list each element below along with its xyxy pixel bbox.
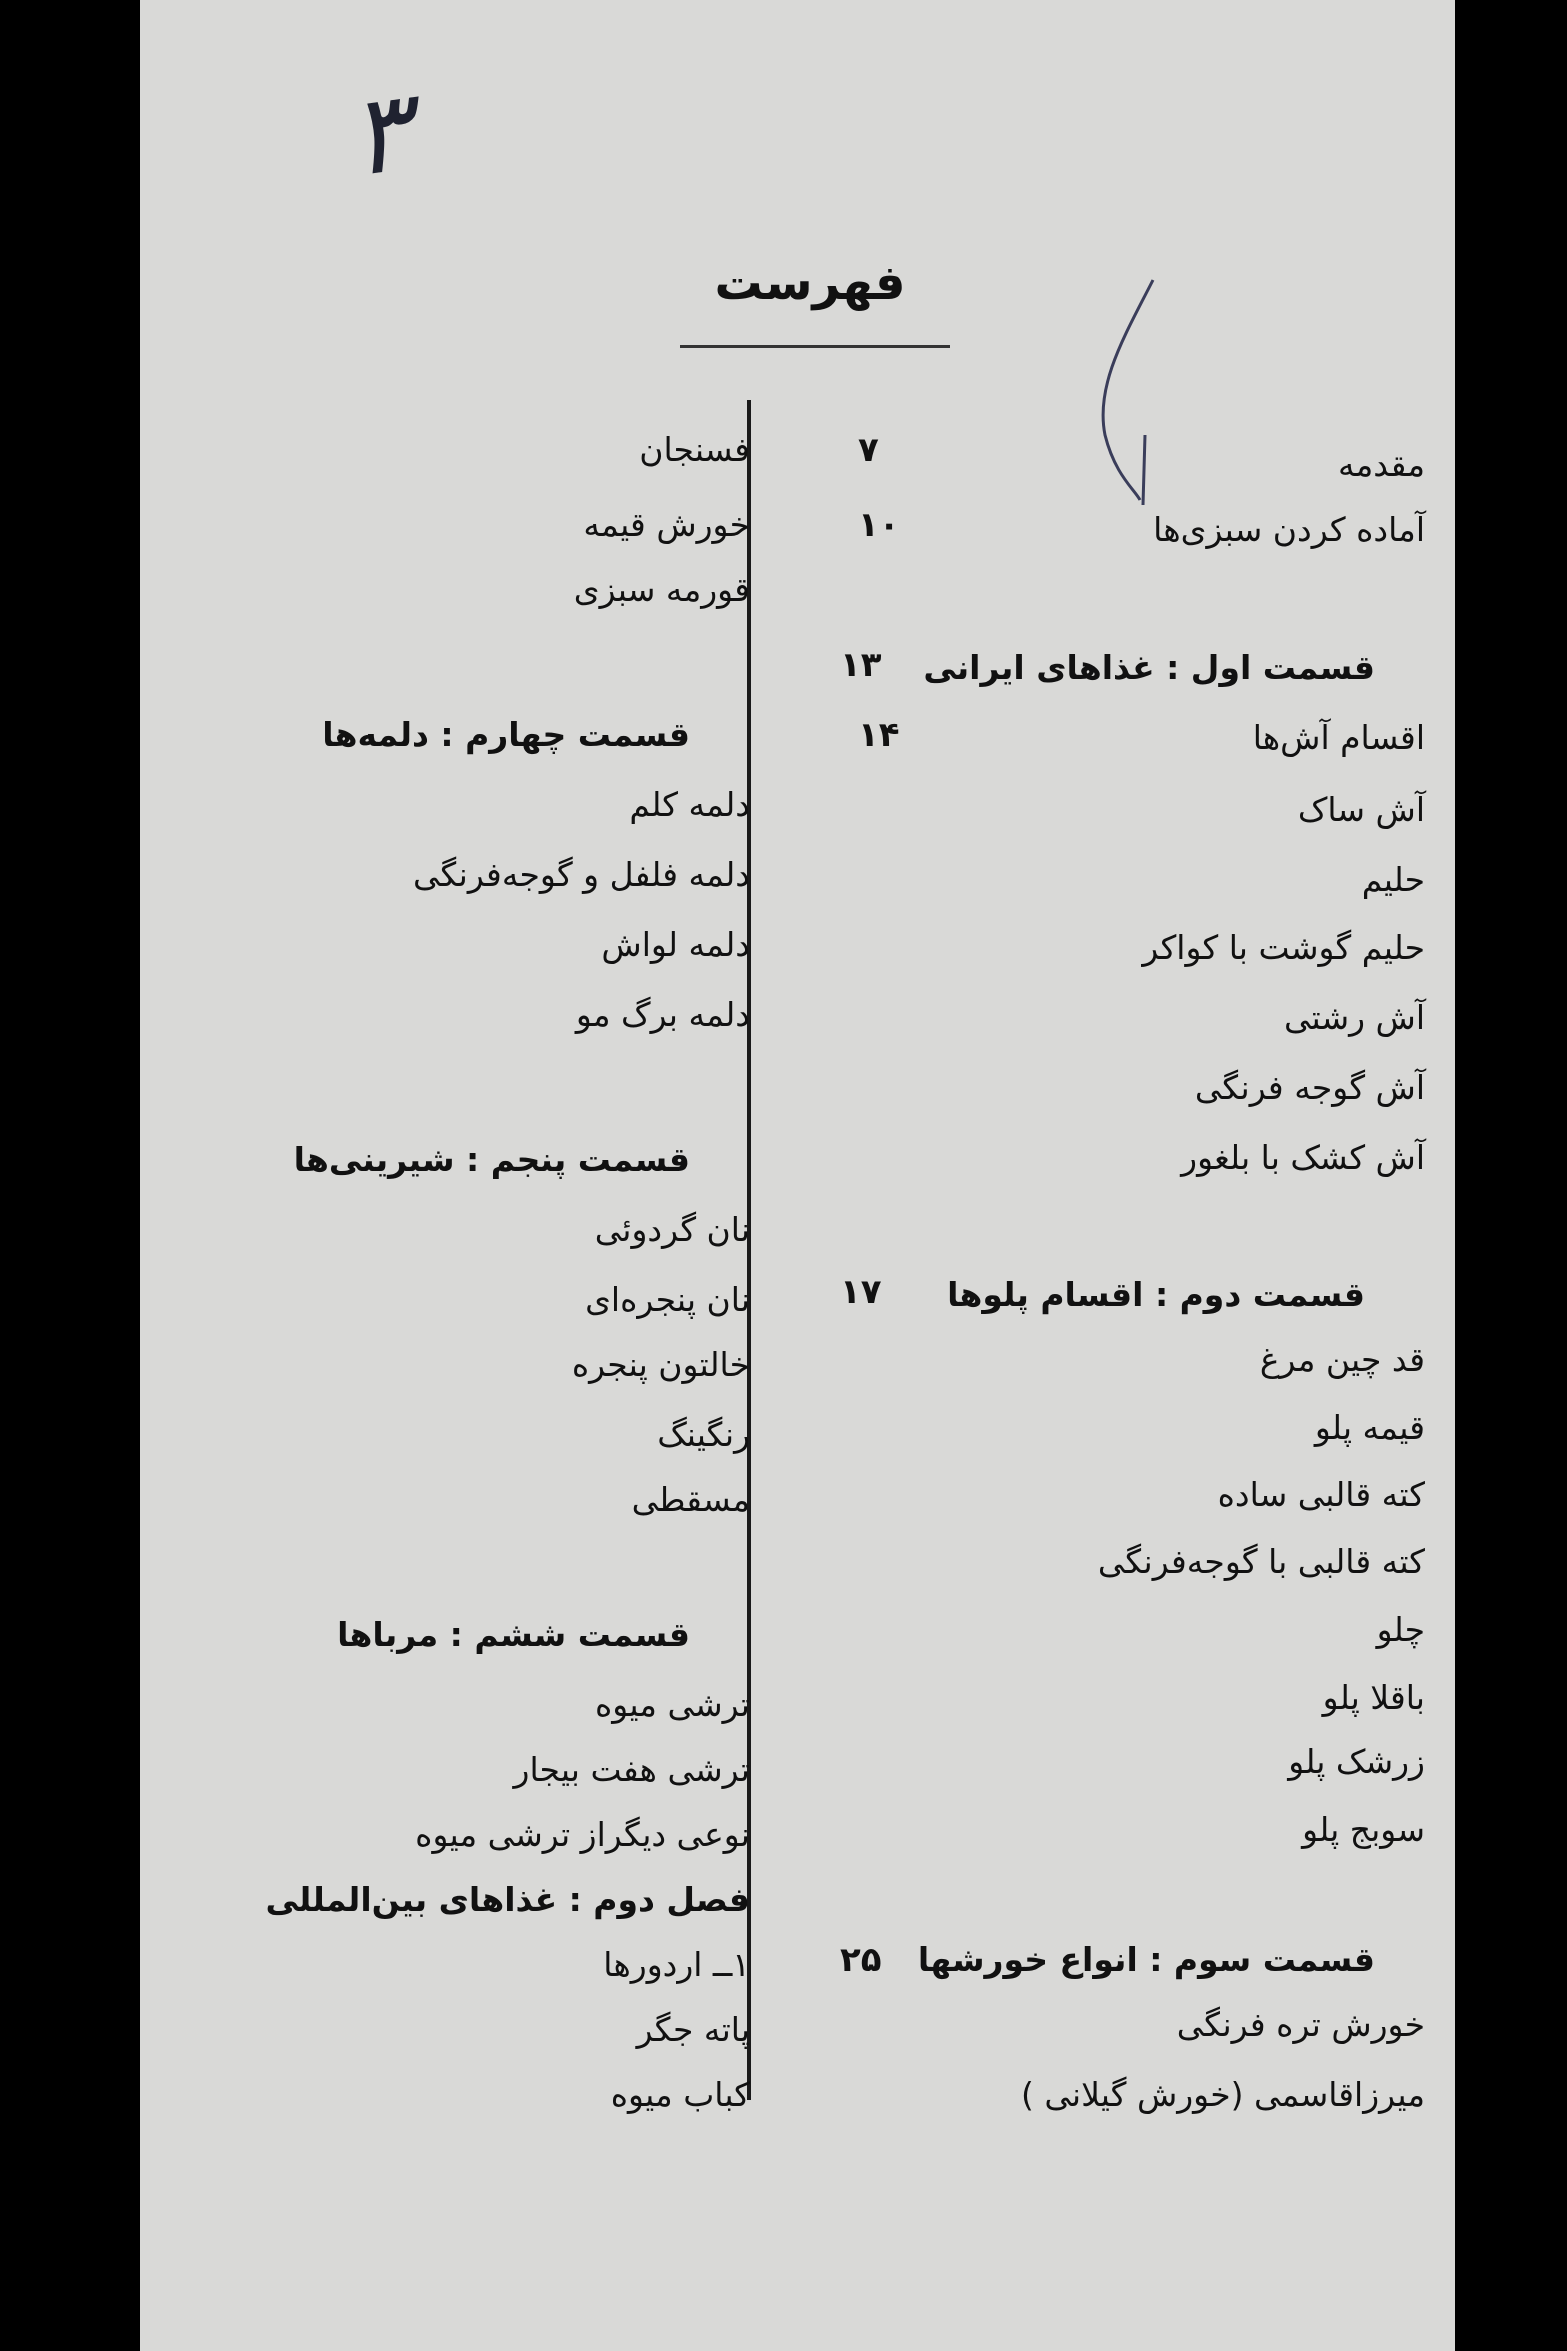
toc-entry: کته قالبی ساده bbox=[1217, 1475, 1425, 1514]
toc-entry: ترشی میوه bbox=[594, 1685, 750, 1724]
toc-entry: ترشی هفت بیجار bbox=[513, 1750, 750, 1789]
toc-section-heading: قسمت چهارم : دلمه‌ها bbox=[322, 715, 690, 754]
toc-entry: ۱ــ اردورها bbox=[603, 1945, 750, 1984]
toc-entry: سوبج پلو bbox=[1302, 1810, 1425, 1849]
toc-entry: زرشک پلو bbox=[1288, 1742, 1425, 1781]
title-underline bbox=[680, 345, 950, 348]
toc-entry: دلمه فلفل و گوجه‌فرنگی bbox=[412, 855, 750, 894]
toc-page-number: ۱۳ bbox=[840, 645, 882, 685]
toc-entry: نوعی دیگراز ترشی میوه bbox=[415, 1815, 750, 1854]
toc-entry: اقسام آش‌ها bbox=[1252, 718, 1425, 757]
toc-section-heading: قسمت اول : غذاهای ایرانی bbox=[923, 648, 1375, 687]
handwritten-page-number: ۳ bbox=[341, 66, 418, 202]
toc-entry: حلیم bbox=[1361, 860, 1425, 899]
toc-section-heading: فصل دوم : غذاهای بین‌المللی bbox=[265, 1880, 750, 1919]
toc-entry: خورش قیمه bbox=[583, 505, 750, 544]
toc-entry: کباب میوه bbox=[610, 2075, 750, 2114]
toc-entry: دلمه لواش bbox=[601, 925, 750, 964]
toc-entry: قیمه پلو bbox=[1314, 1408, 1425, 1447]
toc-entry: دلمه کلم bbox=[629, 785, 750, 824]
toc-entry: چلو bbox=[1376, 1610, 1425, 1649]
toc-page-number: ۱۰ bbox=[858, 505, 900, 545]
toc-entry: آش گوجه فرنگی bbox=[1194, 1068, 1425, 1107]
toc-page-number: ۷ bbox=[858, 430, 879, 470]
toc-page-number: ۱۷ bbox=[840, 1272, 882, 1312]
page-title: فهرست bbox=[714, 255, 906, 311]
pen-mark-icon bbox=[1085, 275, 1205, 515]
toc-entry: نان پنجره‌ای bbox=[585, 1280, 750, 1319]
toc-page-number: ۱۴ bbox=[858, 715, 900, 755]
toc-entry: آش رشتی bbox=[1284, 998, 1425, 1037]
toc-entry: دلمه برگ مو bbox=[575, 995, 750, 1034]
toc-entry: مقدمه bbox=[1337, 445, 1425, 484]
toc-entry: قد چین مرغ bbox=[1259, 1340, 1425, 1379]
toc-entry: مسقطی bbox=[631, 1480, 750, 1519]
toc-entry: کته قالبی با گوجه‌فرنگی bbox=[1097, 1542, 1425, 1581]
toc-entry: آش ساک bbox=[1297, 790, 1425, 829]
toc-section-heading: قسمت پنجم : شیرینی‌ها bbox=[293, 1140, 690, 1179]
toc-entry: خالتون پنجره bbox=[571, 1345, 750, 1384]
document-page bbox=[140, 0, 1455, 2351]
toc-entry: خورش تره فرنگی bbox=[1176, 2005, 1425, 2044]
toc-entry: میرزاقاسمی (خورش گیلانی ) bbox=[1021, 2075, 1425, 2114]
toc-entry: آش کشک با بلغور bbox=[1181, 1138, 1425, 1177]
toc-section-heading: قسمت دوم : اقسام پلوها bbox=[947, 1275, 1365, 1314]
toc-entry: باقلا پلو bbox=[1322, 1678, 1425, 1717]
toc-page-number: ۲۵ bbox=[840, 1940, 882, 1980]
toc-entry: رنگینگ bbox=[657, 1415, 750, 1454]
toc-entry: قورمه سبزی bbox=[573, 570, 750, 609]
toc-section-heading: قسمت سوم : انواع خورشها bbox=[917, 1940, 1375, 1979]
toc-entry: فسنجان bbox=[639, 430, 750, 469]
toc-entry: آماده کردن سبزی‌ها bbox=[1153, 510, 1425, 549]
toc-entry: نان گردوئی bbox=[594, 1210, 750, 1249]
toc-entry: حلیم گوشت با کواکر bbox=[1142, 928, 1425, 967]
toc-entry: پاته جگر bbox=[636, 2010, 750, 2049]
toc-section-heading: قسمت ششم : مرباها bbox=[337, 1615, 690, 1654]
